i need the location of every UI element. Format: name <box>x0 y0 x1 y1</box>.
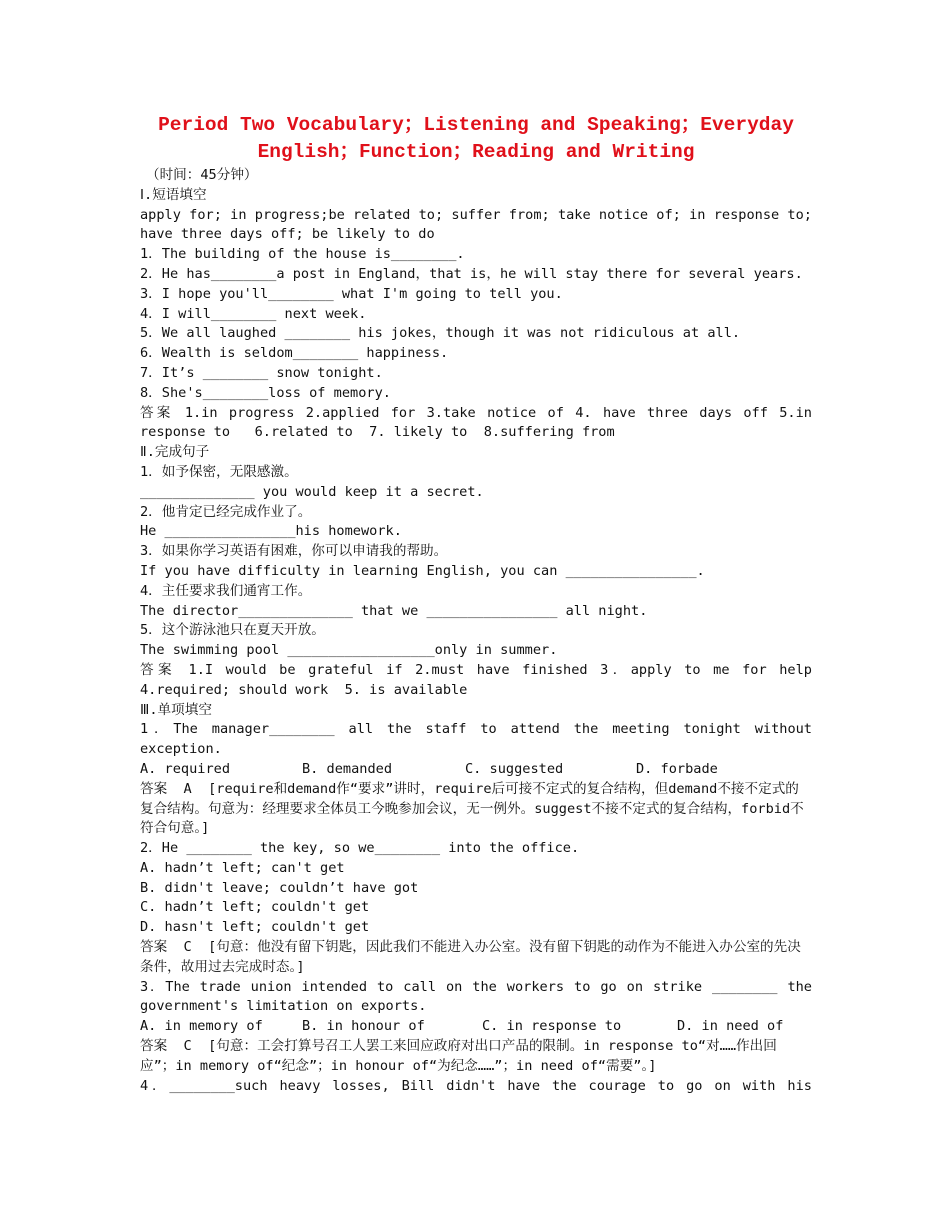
option-b: B. in honour of <box>302 1018 425 1035</box>
question-4-stem-line-1: 4．________such heavy losses, Bill didn't have the courage to go on with his <box>140 1077 812 1094</box>
section-2-heading: Ⅱ.完成句子 <box>140 444 210 461</box>
question-1-stem-line-2: exception. <box>140 741 222 758</box>
fill-item: 8．She's________loss of memory. <box>140 384 391 401</box>
fill-item: 5．We all laughed ________ his jokes，though it was not ridiculous at all. <box>140 325 741 342</box>
sentence-prompt-cn: 1．如予保密，无限感激。 <box>140 463 298 480</box>
fill-item: 3．I hope you'll________ what I'm going to tell you. <box>140 285 563 302</box>
option-a: A. in memory of <box>140 1018 263 1035</box>
sentence-prompt-cn: 3．如果你学习英语有困难，你可以申请我的帮助。 <box>140 543 448 560</box>
document-title-line-1: Period Two Vocabulary；Listening and Speaking；Everyday <box>158 114 794 136</box>
question-1-stem-line-1: 1．The manager________ all the staff to attend the meeting tonight without <box>140 721 812 738</box>
question-3-stem-line-1: 3．The trade union intended to call on the workers to go on strike ________ the <box>140 978 812 995</box>
question-2-stem: 2．He ________ the key, so we________ into the office. <box>140 840 580 857</box>
option-a: A. required <box>140 760 231 777</box>
fill-item: 7．It’s ________ snow tonight. <box>140 364 383 381</box>
question-3-stem-line-2: government's limitation on exports. <box>140 998 427 1015</box>
option-c: C. suggested <box>465 760 564 777</box>
option-d: D. in need of <box>677 1018 784 1035</box>
option-d: D. hasn't left; couldn't get <box>140 919 370 936</box>
option-a: A. hadn’t left; can't get <box>140 859 345 876</box>
option-c: C. in response to <box>482 1018 622 1035</box>
sentence-prompt-en: He ________________his homework. <box>140 523 402 540</box>
fill-item: 2．He has________a post in England，that is，he will stay there for several years. <box>140 265 803 282</box>
section-1-heading: Ⅰ.短语填空 <box>140 186 207 203</box>
time-limit: （时间：45分钟） <box>146 167 258 183</box>
phrase-list-line-2: have three days off; be likely to do <box>140 226 435 243</box>
sentence-prompt-en: The swimming pool __________________only in summer. <box>140 642 558 659</box>
option-c: C. hadn’t left; couldn't get <box>140 899 370 916</box>
sentence-prompt-cn: 2．他肯定已经完成作业了。 <box>140 503 312 520</box>
sentence-prompt-en: The director______________ that we ________________ all night. <box>140 602 648 619</box>
fill-item: 4．I will________ next week. <box>140 305 367 322</box>
question-3-options <box>140 1017 812 1037</box>
option-d: D. forbade <box>636 760 718 777</box>
question-1-answer: 答案 A [require和demand作“要求”讲时，require后可接不定式的复合结构，但demand不接不定式的复合结构。句意为：经理要求全体员工今晚参加会议，无一例外。suggest不接不定式的复合结构，forbid不符合句意。] <box>140 780 804 837</box>
section-2-answer-line-1: 答案 1.I would be grateful if 2.must have finished 3．apply to me for help <box>140 661 812 678</box>
sentence-prompt-en: If you have difficulty in learning English, you can ________________. <box>140 562 705 579</box>
document-page <box>140 112 812 1096</box>
question-2-answer: 答案 C [句意：他没有留下钥匙，因此我们不能进入办公室。没有留下钥匙的动作为不能进入办公室的先决条件，故用过去完成时态。] <box>140 939 801 975</box>
question-1-options <box>140 760 812 780</box>
phrase-list-line-1: apply for; in progress;be related to; suffer from; take notice of; in response to; <box>140 206 812 223</box>
fill-item: 1．The building of the house is________. <box>140 246 465 263</box>
option-b: B. demanded <box>302 760 393 777</box>
sentence-prompt-en: ______________ you would keep it a secret. <box>140 483 484 500</box>
section-1-answer-line-2: response to 6.related to 7. likely to 8.suffering from <box>140 424 615 441</box>
section-2-answer-line-2: 4.required; should work 5. is available <box>140 681 468 698</box>
sentence-prompt-cn: 4．主任要求我们通宵工作。 <box>140 582 312 599</box>
sentence-prompt-cn: 5．这个游泳池只在夏天开放。 <box>140 622 325 639</box>
document-title-line-2: English；Function；Reading and Writing <box>257 141 695 163</box>
option-b: B. didn't leave; couldn’t have got <box>140 879 419 896</box>
section-3-heading: Ⅲ.单项填空 <box>140 701 212 718</box>
fill-item: 6．Wealth is seldom________ happiness. <box>140 345 449 362</box>
section-1-answer-line-1: 答案 1.in progress 2.applied for 3.take notice of 4. have three days off 5.in <box>140 404 812 421</box>
question-3-answer: 答案 C [句意：工会打算号召工人罢工来回应政府对出口产品的限制。in response to“对……作出回应”；in memory of“纪念”；in honour of“为纪念……”；in need of“需要”。] <box>140 1038 777 1074</box>
